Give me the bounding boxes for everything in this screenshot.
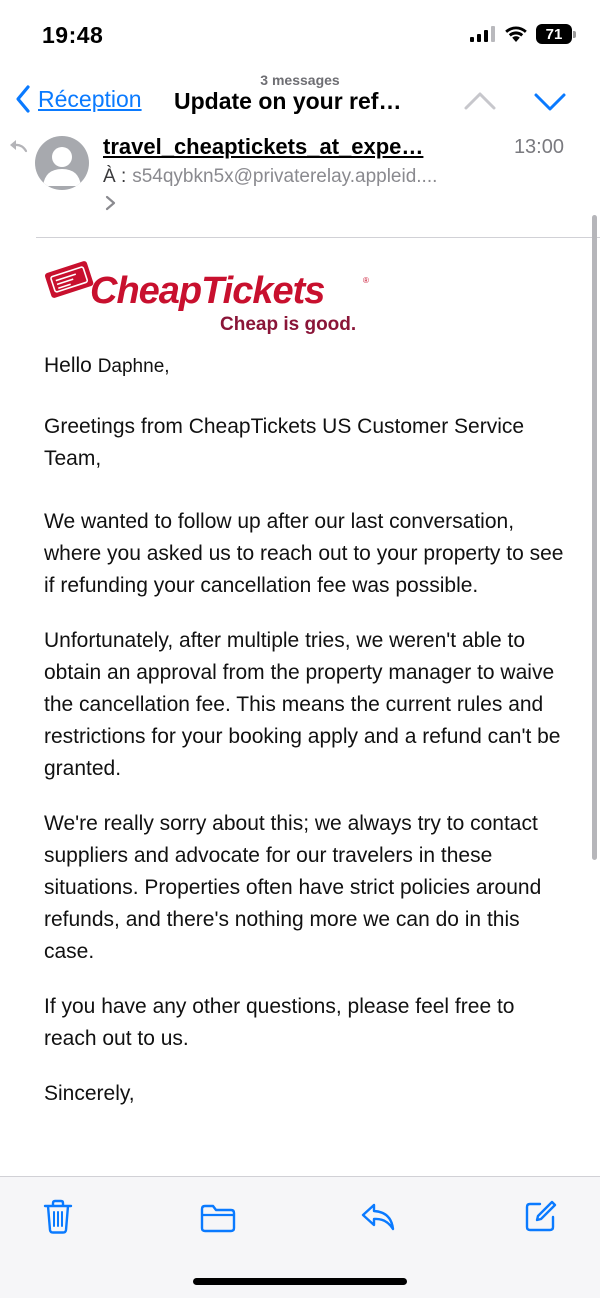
page-title: Update on your ref… [174,88,402,114]
greeting-name: Daphne, [97,356,170,377]
cellular-signal-icon [470,26,496,42]
sender-name[interactable]: travel_cheaptickets_at_expe… [103,134,424,159]
avatar[interactable] [35,136,89,190]
registered-mark: ® [363,276,369,285]
reply-icon[interactable] [360,1201,396,1233]
recipient-address[interactable]: s54qybkn5x@privaterelay.appleid.... [132,166,438,187]
status-icons [470,24,572,44]
mail-time: 13:00 [513,136,564,158]
paragraph-intro: Greetings from CheapTickets US Customer Service Team, [44,415,525,470]
sign-off: Sincerely, [44,1082,135,1105]
compose-icon[interactable] [524,1199,558,1233]
back-button[interactable] [14,84,142,114]
status-time: 19:48 [42,22,104,48]
recipient-line[interactable] [103,166,437,188]
chevron-down-icon[interactable] [532,86,568,116]
logo-wordmark: CheapTickets [90,270,325,312]
message-count: 3 messages [260,72,340,88]
replied-indicator-icon [8,138,28,154]
cheaptickets-logo [42,258,382,340]
paragraph-unfortunately: Unfortunately, after multiple tries, we weren't able to obtain an approval from the property manager to waive the cancellation fee. This means the current rules and restrictions for your booking apply and a refund can't be granted. [44,629,561,780]
person-icon [35,136,89,190]
folder-icon[interactable] [200,1203,236,1233]
greeting [44,350,564,383]
chevron-up-icon[interactable] [462,86,498,116]
logo-tagline: Cheap is good. [220,314,357,335]
status-bar [0,0,600,70]
trash-icon[interactable] [42,1199,74,1235]
nav-bar [0,70,600,132]
chevron-left-icon [14,84,32,114]
home-indicator[interactable] [193,1278,407,1285]
paragraph-apology: We're really sorry about this; we always try to contact suppliers and advocate for our travelers in these situations. Properties often have strict policies around refunds, and there's nothing more we can do in this case. [44,812,542,963]
scroll-indicator [592,215,597,860]
expand-details-icon[interactable] [104,194,118,212]
greeting-word: Hello [44,354,92,377]
mail-header [0,132,600,238]
header-divider [36,237,600,238]
back-label[interactable]: Réception [38,85,142,112]
to-prefix: À : [103,166,127,187]
wifi-icon [504,25,528,43]
paragraph-questions: If you have any other questions, please feel free to reach out to us. [44,995,515,1050]
mail-body [44,350,564,1110]
battery-indicator: 71 [536,24,572,44]
paragraph-follow-up: We wanted to follow up after our last conversation, where you asked us to reach out to your property to see if refunding your cancellation fee was possible. [44,510,564,597]
